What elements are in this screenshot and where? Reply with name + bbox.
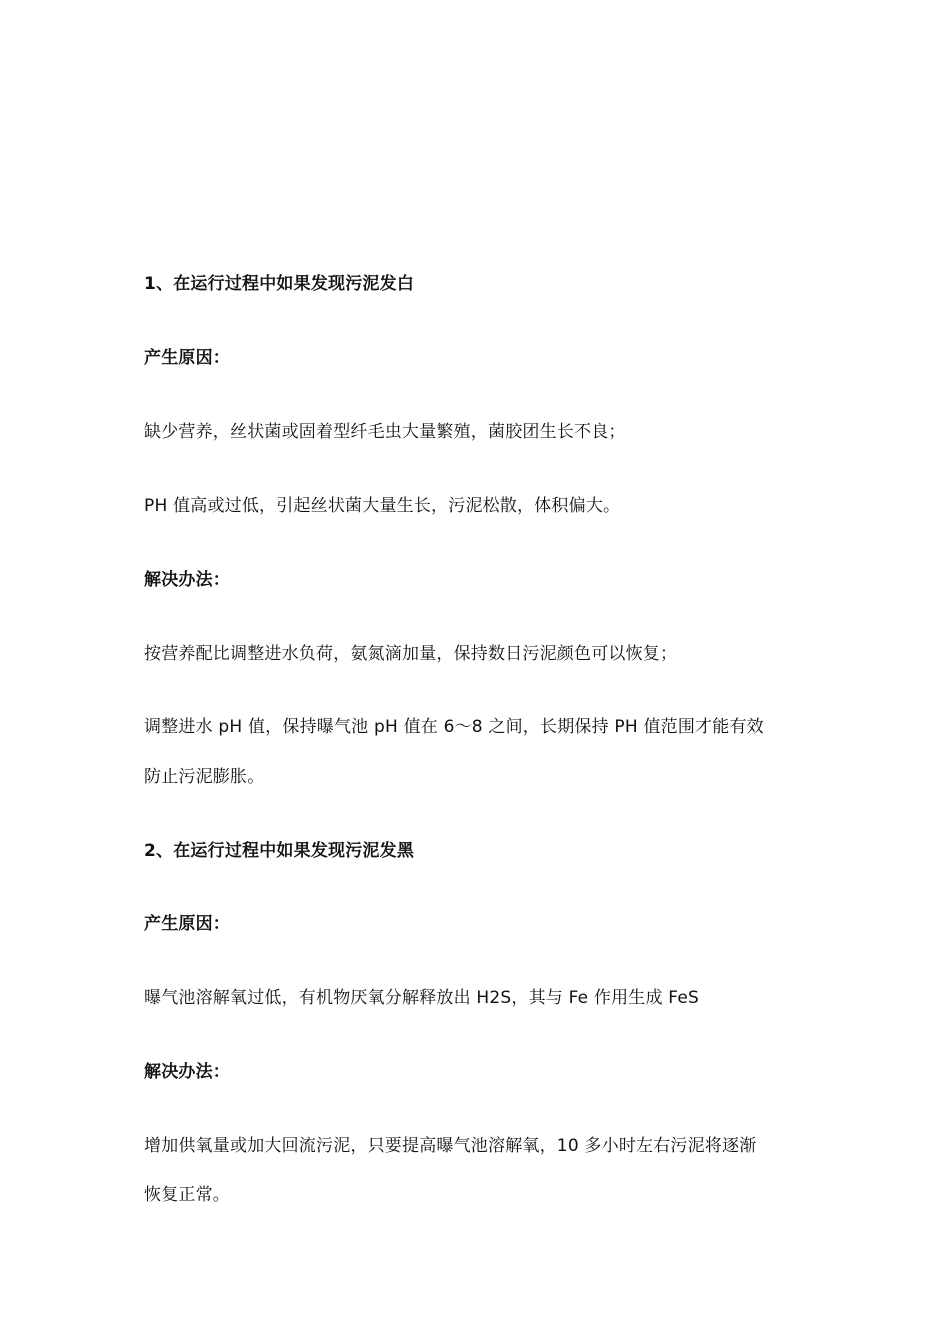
section-1-heading: 1、在运行过程中如果发现污泥发白	[144, 274, 415, 294]
section-2-solution-label: 解决办法：	[144, 1062, 230, 1082]
section-1-cause-label: 产生原因：	[144, 348, 230, 368]
section-1-cause-line-1: 缺少营养，丝状菌或固着型纤毛虫大量繁殖，菌胶团生长不良；	[144, 422, 626, 442]
section-1-cause-line-2: PH 值高或过低，引起丝状菌大量生长，污泥松散，体积偏大。	[144, 496, 621, 516]
section-1-solution-line-3: 防止污泥膨胀。	[144, 767, 265, 787]
section-1-solution-label: 解决办法：	[144, 570, 230, 590]
section-1-solution-line-1: 按营养配比调整进水负荷，氨氮滴加量，保持数日污泥颜色可以恢复；	[144, 644, 678, 664]
section-2-cause-line-1: 曝气池溶解氧过低，有机物厌氧分解释放出 H2S，其与 Fe 作用生成 FeS	[144, 988, 700, 1008]
section-2-cause-label: 产生原因：	[144, 914, 230, 934]
section-1-solution-line-2: 调整进水 pH 值，保持曝气池 pH 值在 6～8 之间，长期保持 PH 值范围才能有效	[144, 717, 764, 737]
section-2-solution-line-2: 恢复正常。	[144, 1185, 230, 1205]
section-2-heading: 2、在运行过程中如果发现污泥发黑	[144, 841, 415, 861]
section-2-solution-line-1: 增加供氧量或加大回流污泥，只要提高曝气池溶解氧，10 多小时左右污泥将逐渐	[144, 1136, 757, 1156]
